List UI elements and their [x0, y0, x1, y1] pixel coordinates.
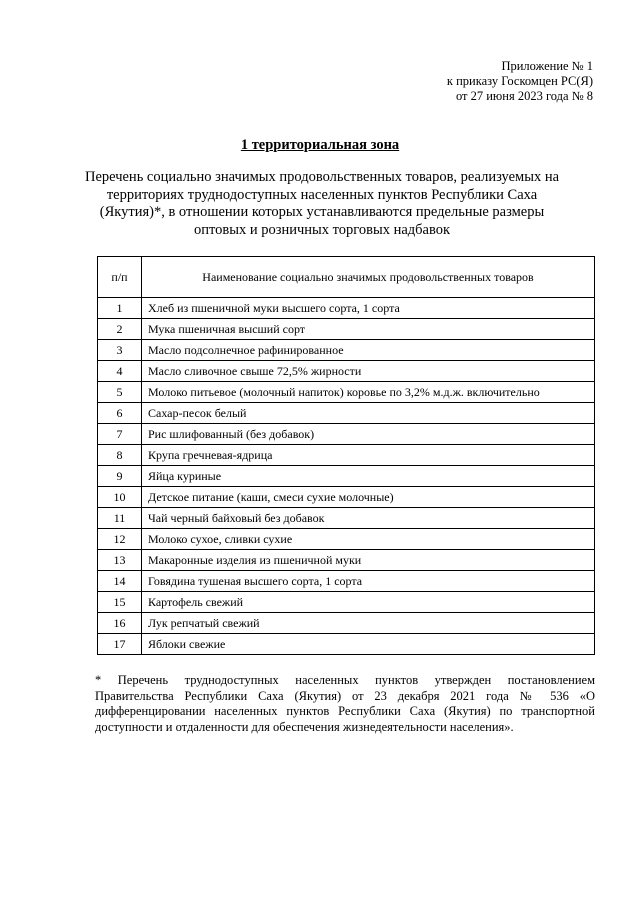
table-row	[98, 361, 595, 382]
list-title: Перечень социально значимых продовольственных товаров, реализуемых на территориях труднодоступных населенных пунктов Республики Саха (Якутия)*, в отношении которых устанавливаются предельные размеры оптовых и розничных торговых надбавок	[84, 169, 560, 238]
product-name: Яблоки свежие	[142, 634, 595, 655]
product-name: Детское питание (каши, смеси сухие молочные)	[142, 487, 595, 508]
row-number: 13	[98, 550, 142, 571]
row-number: 5	[98, 382, 142, 403]
product-name: Молоко сухое, сливки сухие	[142, 529, 595, 550]
product-name: Картофель свежий	[142, 592, 595, 613]
table-row	[98, 613, 595, 634]
table-header-row	[98, 257, 595, 298]
row-number: 9	[98, 466, 142, 487]
row-number: 15	[98, 592, 142, 613]
row-number: 16	[98, 613, 142, 634]
product-name: Масло сливочное свыше 72,5% жирности	[142, 361, 595, 382]
goods-table	[97, 256, 595, 655]
product-name: Мука пшеничная высший сорт	[142, 319, 595, 340]
table-row	[98, 592, 595, 613]
product-name: Молоко питьевое (молочный напиток) коровье по 3,2% м.д.ж. включительно	[142, 382, 595, 403]
table-row	[98, 340, 595, 361]
row-number: 3	[98, 340, 142, 361]
zone-title	[0, 137, 640, 154]
zone-title-text: 1 территориальная зона	[240, 137, 400, 153]
table-row	[98, 298, 595, 319]
appendix-header	[447, 59, 593, 104]
product-name: Яйца куриные	[142, 466, 595, 487]
row-number: 1	[98, 298, 142, 319]
order-reference: к приказу Госкомцен РС(Я)	[446, 74, 593, 88]
column-header-number: п/п	[98, 257, 142, 298]
table-row	[98, 571, 595, 592]
footnote: * Перечень труднодоступных населенных пунктов утвержден постановлением Правительства Республики Саха (Якутия) от 23 декабря 2021 года № 536 «О дифференцировании населенных пунктов Республики Саха (Якутия) по транспортной доступности и отдаленности для обеспечения жизнедеятельности населения».	[95, 673, 595, 734]
product-name: Чай черный байховый без добавок	[142, 508, 595, 529]
appendix-number: Приложение № 1	[501, 59, 593, 73]
product-name: Масло подсолнечное рафинированное	[142, 340, 595, 361]
product-name: Сахар-песок белый	[142, 403, 595, 424]
table-row	[98, 445, 595, 466]
row-number: 4	[98, 361, 142, 382]
row-number: 6	[98, 403, 142, 424]
row-number: 11	[98, 508, 142, 529]
table-body	[98, 298, 595, 655]
product-name: Лук репчатый свежий	[142, 613, 595, 634]
column-header-name: Наименование социально значимых продовольственных товаров	[142, 257, 595, 298]
table-row	[98, 487, 595, 508]
product-name: Говядина тушеная высшего сорта, 1 сорта	[142, 571, 595, 592]
product-name: Рис шлифованный (без добавок)	[142, 424, 595, 445]
product-name: Макаронные изделия из пшеничной муки	[142, 550, 595, 571]
table-row	[98, 466, 595, 487]
row-number: 12	[98, 529, 142, 550]
row-number: 8	[98, 445, 142, 466]
table-row	[98, 550, 595, 571]
product-name: Крупа гречневая-ядрица	[142, 445, 595, 466]
table-row	[98, 508, 595, 529]
row-number: 10	[98, 487, 142, 508]
table-row	[98, 634, 595, 655]
row-number: 7	[98, 424, 142, 445]
row-number: 17	[98, 634, 142, 655]
table-row	[98, 403, 595, 424]
table-row	[98, 319, 595, 340]
row-number: 2	[98, 319, 142, 340]
table-row	[98, 382, 595, 403]
product-name: Хлеб из пшеничной муки высшего сорта, 1 сорта	[142, 298, 595, 319]
row-number: 14	[98, 571, 142, 592]
table-row	[98, 529, 595, 550]
order-date: от 27 июня 2023 года № 8	[455, 89, 593, 103]
table-row	[98, 424, 595, 445]
